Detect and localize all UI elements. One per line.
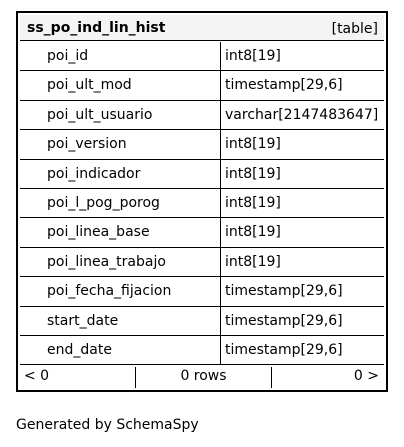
column-name[interactable]: end_date bbox=[20, 336, 221, 364]
table-kind-label: [table] bbox=[331, 21, 378, 37]
column-row[interactable] bbox=[20, 336, 384, 365]
column-name[interactable]: start_date bbox=[20, 307, 221, 335]
column-row[interactable] bbox=[20, 160, 384, 189]
column-row[interactable] bbox=[20, 277, 384, 306]
column-type: int8[19] bbox=[225, 224, 281, 241]
column-row[interactable] bbox=[20, 218, 384, 247]
column-name[interactable]: poi_id bbox=[20, 42, 221, 70]
table-header bbox=[20, 15, 384, 41]
table-entity bbox=[16, 11, 388, 392]
column-name[interactable]: poi_indicador bbox=[20, 160, 221, 188]
column-type: int8[19] bbox=[225, 165, 281, 182]
column-type: timestamp[29,6] bbox=[225, 341, 343, 358]
table-name[interactable]: ss_po_ind_lin_hist bbox=[27, 20, 166, 36]
column-name[interactable]: poi_ult_usuario bbox=[20, 101, 221, 129]
column-row[interactable] bbox=[20, 101, 384, 130]
column-type: int8[19] bbox=[225, 48, 281, 64]
column-type: varchar[2147483647] bbox=[225, 106, 379, 123]
column-row[interactable] bbox=[20, 71, 384, 100]
row-count: 0 rows bbox=[136, 367, 272, 388]
column-name[interactable]: poi_linea_base bbox=[20, 218, 221, 246]
column-type: int8[19] bbox=[225, 253, 281, 270]
column-type: int8[19] bbox=[225, 136, 281, 153]
parents-count: < 0 bbox=[20, 367, 136, 388]
column-list bbox=[20, 42, 384, 365]
column-row[interactable] bbox=[20, 307, 384, 336]
column-row[interactable] bbox=[20, 130, 384, 159]
table-footer bbox=[20, 367, 384, 388]
column-row[interactable] bbox=[20, 248, 384, 277]
column-name[interactable]: poi_ult_mod bbox=[20, 71, 221, 99]
column-type: timestamp[29,6] bbox=[225, 312, 343, 329]
generated-by-note: Generated by SchemaSpy bbox=[16, 417, 199, 433]
column-name[interactable]: poi_version bbox=[20, 130, 221, 158]
column-row[interactable] bbox=[20, 42, 384, 71]
column-row[interactable] bbox=[20, 189, 384, 218]
column-name[interactable]: poi_fecha_fijacion bbox=[20, 277, 221, 305]
column-name[interactable]: poi_linea_trabajo bbox=[20, 248, 221, 276]
column-name[interactable]: poi_l_pog_porog bbox=[20, 189, 221, 217]
column-type: timestamp[29,6] bbox=[225, 77, 343, 94]
children-count: 0 > bbox=[353, 368, 379, 384]
column-type: int8[19] bbox=[225, 194, 281, 211]
column-type: timestamp[29,6] bbox=[225, 283, 343, 300]
